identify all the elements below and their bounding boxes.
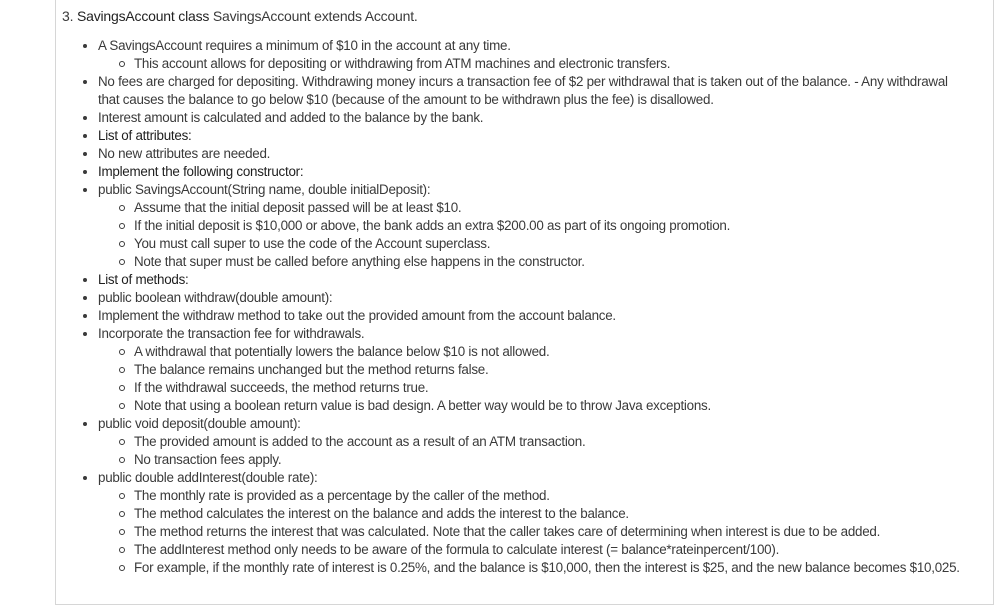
sub-list-item: For example, if the monthly rate of interest is 0.25%, and the balance is $10,000, then the interest is $25, and the new balance becomes $10,025. bbox=[134, 559, 966, 577]
item-text: Implement the withdraw method to take out the provided amount from the account balance. bbox=[98, 308, 616, 323]
sub-list-item: The addInterest method only needs to be aware of the formula to calculate interest (= balance*rateinpercent/100). bbox=[134, 541, 966, 559]
list-item bbox=[98, 307, 966, 325]
item-text: No fees are charged for depositing. Withdrawing money incurs a transaction fee of $2 per withdrawal that is taken out of the balance. - Any withdrawal that causes the balance to go below $10 (because of the amount to be withdrawn plus the fee) is disallowed. bbox=[98, 74, 948, 107]
item-text: List of methods: bbox=[98, 272, 189, 287]
list-item bbox=[98, 469, 966, 577]
list-item bbox=[98, 181, 966, 271]
spec-list bbox=[62, 37, 966, 577]
sub-list-item: You must call super to use the code of the Account superclass. bbox=[134, 235, 966, 253]
item-text: No new attributes are needed. bbox=[98, 146, 271, 161]
heading-rest: SavingsAccount extends Account. bbox=[212, 8, 418, 24]
list-item bbox=[98, 73, 966, 109]
sub-list-item: A withdrawal that potentially lowers the balance below $10 is not allowed. bbox=[134, 343, 966, 361]
heading-title: SavingsAccount class bbox=[76, 8, 210, 24]
list-item bbox=[98, 271, 966, 289]
sub-list bbox=[98, 199, 966, 271]
sub-list-item: The method returns the interest that was calculated. Note that the caller takes care of determining when interest is due to be added. bbox=[134, 523, 966, 541]
item-text: public void deposit(double amount): bbox=[98, 416, 301, 431]
item-text: public boolean withdraw(double amount): bbox=[98, 290, 333, 305]
item-text: Interest amount is calculated and added to the balance by the bank. bbox=[98, 110, 484, 125]
sub-list-item: The monthly rate is provided as a percentage by the caller of the method. bbox=[134, 487, 966, 505]
sub-list-item: Assume that the initial deposit passed will be at least $10. bbox=[134, 199, 966, 217]
sub-list-item: The provided amount is added to the account as a result of an ATM transaction. bbox=[134, 433, 966, 451]
sub-list-item: This account allows for depositing or withdrawing from ATM machines and electronic transfers. bbox=[134, 55, 966, 73]
item-text: A SavingsAccount requires a minimum of $10 in the account at any time. bbox=[98, 38, 511, 53]
sub-list-item: The balance remains unchanged but the method returns false. bbox=[134, 361, 966, 379]
list-item bbox=[98, 163, 966, 181]
sub-list bbox=[98, 55, 966, 73]
sub-list-item: No transaction fees apply. bbox=[134, 451, 966, 469]
list-item bbox=[98, 127, 966, 145]
sub-list-item: Note that using a boolean return value is bad design. A better way would be to throw Java exceptions. bbox=[134, 397, 966, 415]
section-heading bbox=[62, 7, 418, 25]
item-text: Implement the following constructor: bbox=[98, 164, 304, 179]
list-item bbox=[98, 289, 966, 307]
list-item bbox=[98, 415, 966, 469]
list-item bbox=[98, 145, 966, 163]
item-text: Incorporate the transaction fee for withdrawals. bbox=[98, 326, 365, 341]
sub-list-item: The method calculates the interest on the balance and adds the interest to the balance. bbox=[134, 505, 966, 523]
sub-list-item: If the initial deposit is $10,000 or above, the bank adds an extra $200.00 as part of its ongoing promotion. bbox=[134, 217, 966, 235]
sub-list bbox=[98, 487, 966, 577]
sub-list-item: Note that super must be called before anything else happens in the constructor. bbox=[134, 253, 966, 271]
list-item bbox=[98, 37, 966, 73]
list-item bbox=[98, 109, 966, 127]
item-text: public double addInterest(double rate): bbox=[98, 470, 318, 485]
sub-list-item: If the withdrawal succeeds, the method returns true. bbox=[134, 379, 966, 397]
item-text: public SavingsAccount(String name, double initialDeposit): bbox=[98, 182, 431, 197]
sub-list bbox=[98, 433, 966, 469]
item-text: List of attributes: bbox=[98, 128, 192, 143]
sub-list bbox=[98, 343, 966, 415]
list-item bbox=[98, 325, 966, 415]
heading-number: 3. bbox=[62, 8, 74, 24]
